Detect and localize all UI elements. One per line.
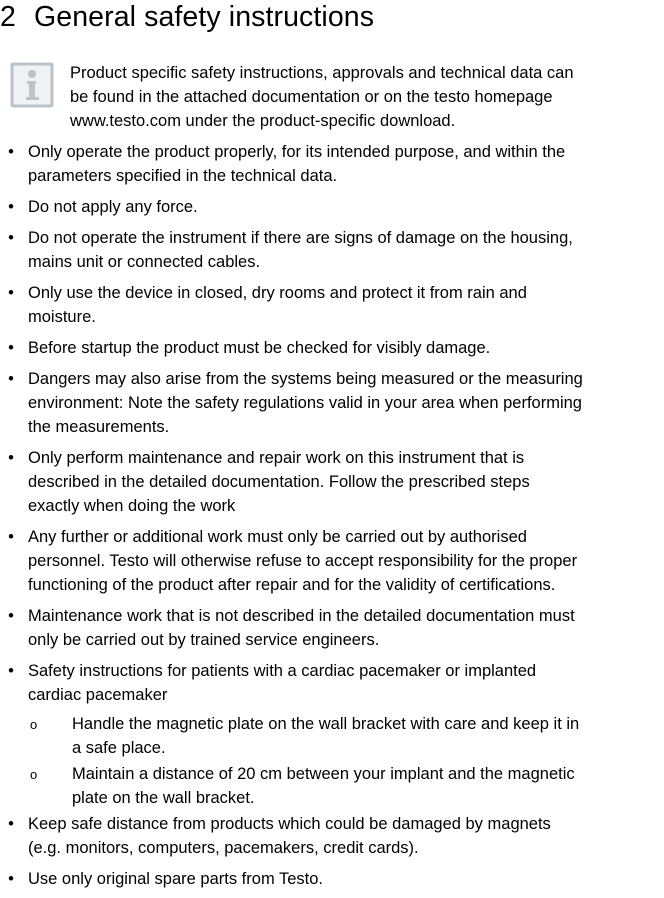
bullet-marker: • [8, 229, 14, 247]
list-item-line: Only perform maintenance and repair work on this instrument that is [28, 449, 525, 467]
list-item [0, 336, 664, 360]
list-item [0, 281, 664, 329]
pacemaker-sub-list [28, 712, 664, 810]
list-item-line: Dangers may also arise from the systems being measured or the measuring [28, 370, 583, 388]
bullet-marker: • [8, 339, 14, 357]
list-item-line: (e.g. monitors, computers, pacemakers, credit cards). [28, 839, 419, 857]
section-number: 2 [0, 1, 16, 33]
list-item-line: parameters specified in the technical data. [28, 167, 338, 185]
sub-list-item-line: Maintain a distance of 20 cm between your implant and the magnetic [72, 765, 575, 783]
list-item-line: moisture. [28, 308, 96, 326]
list-item-line: Maintenance work that is not described in the detailed documentation must [28, 607, 575, 625]
list-item [0, 367, 664, 439]
sub-bullet-marker: o [30, 717, 38, 732]
list-item-line: Only use the device in closed, dry rooms and protect it from rain and [28, 284, 527, 302]
sub-list-item [30, 762, 664, 810]
list-item-line: Safety instructions for patients with a cardiac pacemaker or implanted [28, 662, 537, 680]
list-item-line: described in the detailed documentation. Follow the prescribed steps [28, 473, 530, 491]
sub-bullet-marker: o [30, 767, 38, 782]
list-item-line: cardiac pacemaker [28, 686, 168, 704]
bullet-marker: • [8, 870, 14, 888]
bullet-marker: • [8, 449, 14, 467]
list-item-line: functioning of the product after repair and for the validity of certifications. [28, 576, 556, 594]
safety-instructions-list [0, 140, 664, 898]
sub-list-item-line: Handle the magnetic plate on the wall bracket with care and keep it in [72, 715, 580, 733]
list-item [0, 140, 664, 188]
bullet-marker: • [8, 284, 14, 302]
list-item-line: only be carried out by trained service engineers. [28, 631, 380, 649]
bullet-marker: • [8, 143, 14, 161]
list-item-line: the measurements. [28, 418, 170, 436]
list-item [0, 446, 664, 518]
sub-list-item [30, 712, 664, 760]
sub-list-item-line: a safe place. [72, 739, 166, 757]
bullet-marker: • [8, 370, 14, 388]
section-title: General safety instructions [34, 1, 375, 33]
list-item-line: personnel. Testo will otherwise refuse to accept responsibility for the proper [28, 552, 578, 570]
list-item [0, 867, 664, 891]
bullet-marker: • [8, 662, 14, 680]
list-item-line: exactly when doing the work [28, 497, 236, 515]
info-note [70, 61, 662, 133]
list-item [0, 604, 664, 652]
list-item-line: Keep safe distance from products which could be damaged by magnets [28, 815, 551, 833]
list-item-line: mains unit or connected cables. [28, 253, 261, 271]
list-item-line: Any further or additional work must only be carried out by authorised [28, 528, 527, 546]
list-item [0, 525, 664, 597]
list-item [0, 659, 664, 810]
list-item-line: Do not operate the instrument if there are signs of damage on the housing, [28, 229, 573, 247]
info-note-line: be found in the attached documentation or on the testo homepage [70, 88, 553, 106]
info-note-line: www.testo.com under the product-specific download. [70, 112, 456, 130]
bullet-marker: • [8, 815, 14, 833]
list-item [0, 226, 664, 274]
info-note-line: Product specific safety instructions, approvals and technical data can [70, 64, 574, 82]
bullet-marker: • [8, 198, 14, 216]
list-item-line: Do not apply any force. [28, 198, 198, 216]
info-icon [10, 62, 54, 108]
list-item [0, 195, 664, 219]
list-item-line: Only operate the product properly, for its intended purpose, and within the [28, 143, 566, 161]
bullet-marker: • [8, 528, 14, 546]
list-item-line: Use only original spare parts from Testo. [28, 870, 323, 888]
bullet-marker: • [8, 607, 14, 625]
list-item [0, 812, 664, 860]
sub-list-item-line: plate on the wall bracket. [72, 789, 255, 807]
section-heading [0, 0, 374, 34]
list-item-line: Before startup the product must be checked for visibly damage. [28, 339, 491, 357]
list-item-line: environment: Note the safety regulations valid in your area when performing [28, 394, 582, 412]
